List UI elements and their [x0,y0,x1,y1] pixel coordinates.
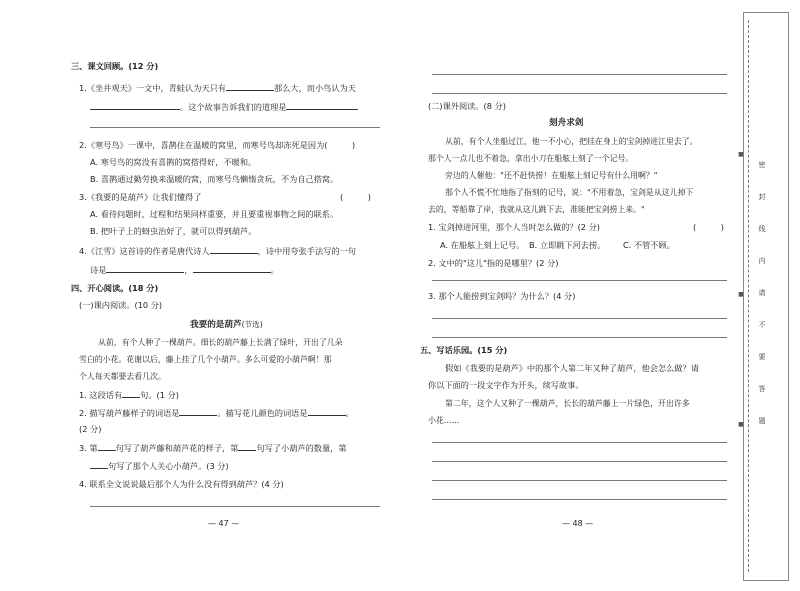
question-3-option-a: A. 看待问题时，过程和结果同样重要，并且要重视事物之间的联系。 [90,209,339,219]
answer-blank[interactable] [193,264,271,273]
binding-dashed-line [748,20,749,572]
reading-q2-score: (2 分) [79,424,102,434]
passage-title: 我要的是葫芦(节选) [190,320,263,330]
passage-line-2: 雪白的小花。花谢以后，藤上挂了几个小葫芦。多么可爱的小葫芦啊！那 [79,355,332,364]
answer-blank[interactable] [286,101,358,110]
story-line-4: 那个人不慌不忙地指了指刻的记号，说："不用着急，宝剑是从这儿掉下 [445,188,694,197]
reading-q2: 2. 描写葫芦藤样子的词语是 。描写花儿颜色的词语是 。 [79,408,354,418]
section-3-title: 三、课文回顾。(12 分) [71,61,159,71]
ext-reading-sub: (二)课外阅读。(8 分) [428,101,506,111]
ext-q1-option-a: A. 在船舷上刻上记号。 [440,240,525,250]
question-1-line: 1.《坐井观天》一文中，青蛙认为天只有 那么大，而小鸟认为天 [79,83,356,93]
ext-q1-option-b: B. 立即跳下河去捞。 [529,240,606,250]
story-line-1: 从前，有个人坐船过江，他一不小心，把挂在身上的宝剑掉进江里去了。 [445,137,698,146]
question-2-option-a: A. 寒号鸟的窝没有喜鹊的窝搭得好，不暖和。 [90,157,257,167]
ext-q1: 1. 宝剑掉进河里，那个人当时怎么做的？(2 分) [428,222,600,232]
answer-line[interactable] [432,74,727,75]
section-4-sub: (一)课内阅读。(10 分) [79,300,163,310]
answer-blank[interactable] [238,442,256,451]
ext-q1-answer-paren[interactable]: ( ) [693,222,724,232]
story-line-5: 去的，等船靠了岸，我就从这儿跳下去，准能把宝剑捞上来。" [428,205,645,214]
question-2: 2.《寒号鸟》一课中，喜鹊住在温暖的窝里，而寒号鸟却冻死是因为( ) [79,140,356,150]
binding-char: 请 [758,289,766,297]
binding-char: 线 [758,225,766,233]
story-title: 刻舟求剑 [549,118,584,128]
writing-line[interactable] [432,499,727,500]
answer-blank[interactable] [90,460,108,469]
binding-dot: ■ [738,421,744,428]
answer-line[interactable] [432,93,727,94]
writing-prompt-2: 你以下面的一段文字作为开头，续写故事。 [428,380,584,390]
answer-blank[interactable] [226,82,274,91]
reading-q3: 3. 第 句写了葫芦藤和葫芦花的样子，第 句写了小葫芦的数量，第 [79,443,347,453]
question-3-answer-paren[interactable]: ( ) [340,192,371,202]
section-4-title: 四、开心阅读。(18 分) [71,283,159,293]
answer-blank[interactable] [210,245,258,254]
answer-line[interactable] [432,280,727,281]
question-4-line-2: 诗是 ， 。 [90,265,279,275]
binding-dot: ■ [738,151,744,158]
ext-q3: 3. 那个人能捞到宝剑吗？为什么？(4 分) [428,291,576,301]
binding-char: 封 [758,193,766,201]
writing-start-1: 第二年，这个人又种了一棵葫芦，长长的葫芦藤上一片绿色，开出许多 [445,399,690,408]
answer-blank[interactable] [90,101,180,110]
question-3-option-b: B. 把叶子上的蚜虫治好了，就可以得到葫芦。 [90,226,257,236]
answer-blank[interactable] [122,389,140,398]
answer-blank[interactable] [98,442,116,451]
binding-char: 内 [758,257,766,265]
question-1-line-2: 。这个故事告诉我们的道理是 [90,101,358,113]
binding-char: 不 [758,321,766,329]
answer-line[interactable] [90,127,380,128]
passage-line-3: 个人每天都要去看几次。 [79,372,166,381]
story-line-3: 旁边的人催他："还不赶快捞！在船舷上刻记号有什么用啊？" [445,171,658,180]
answer-line[interactable] [432,318,727,319]
writing-start-2: 小花…… [428,416,460,425]
page-number-left: — 47 — [208,519,240,528]
reading-q3-line-2: 句写了那个人关心小葫芦。(3 分) [90,460,229,472]
answer-blank[interactable] [308,407,346,416]
binding-char: 要 [758,353,766,361]
story-line-2: 那个人一点儿也不着急，拿出小刀在船舷上刻了一个记号。 [428,154,634,163]
writing-prompt-1: 假如《我要的是葫芦》中的那个人第二年又种了葫芦，他会怎么做？请 [445,363,699,373]
ext-q2: 2. 文中的"这儿"指的是哪里？(2 分) [428,258,559,268]
question-3: 3.《我要的是葫芦》让我们懂得了 [79,192,202,202]
ext-q1-option-c: C. 不管不顾。 [623,240,675,250]
page-number-right: — 48 — [562,519,594,528]
reading-q1: 1. 这段话有 句。(1 分) [79,390,179,400]
binding-char: 密 [758,161,766,169]
passage-line-1: 从前，有个人种了一棵葫芦。细长的葫芦藤上长满了绿叶，开出了几朵 [98,338,343,347]
answer-blank[interactable] [179,407,217,416]
binding-dot: ■ [738,291,744,298]
binding-char: 答 [758,385,766,393]
answer-line[interactable] [432,337,727,338]
question-4-line: 4.《江雪》这首诗的作者是唐代诗人 ，诗中用夸张手法写的一句 [79,246,356,256]
question-2-option-b: B. 喜鹊通过勤劳换来温暖的窝，而寒号鸟懒惰贪玩，不为自己搭窝。 [90,174,339,184]
section-5-title: 五、写话乐园。(15 分) [420,345,508,355]
writing-line[interactable] [432,461,727,462]
writing-line[interactable] [432,480,727,481]
writing-line[interactable] [432,442,727,443]
answer-line[interactable] [90,506,380,507]
binding-char: 题 [758,417,766,425]
reading-q4: 4. 联系全文说说最后那个人为什么没有得到葫芦？(4 分) [79,479,284,489]
answer-blank[interactable] [106,264,184,273]
